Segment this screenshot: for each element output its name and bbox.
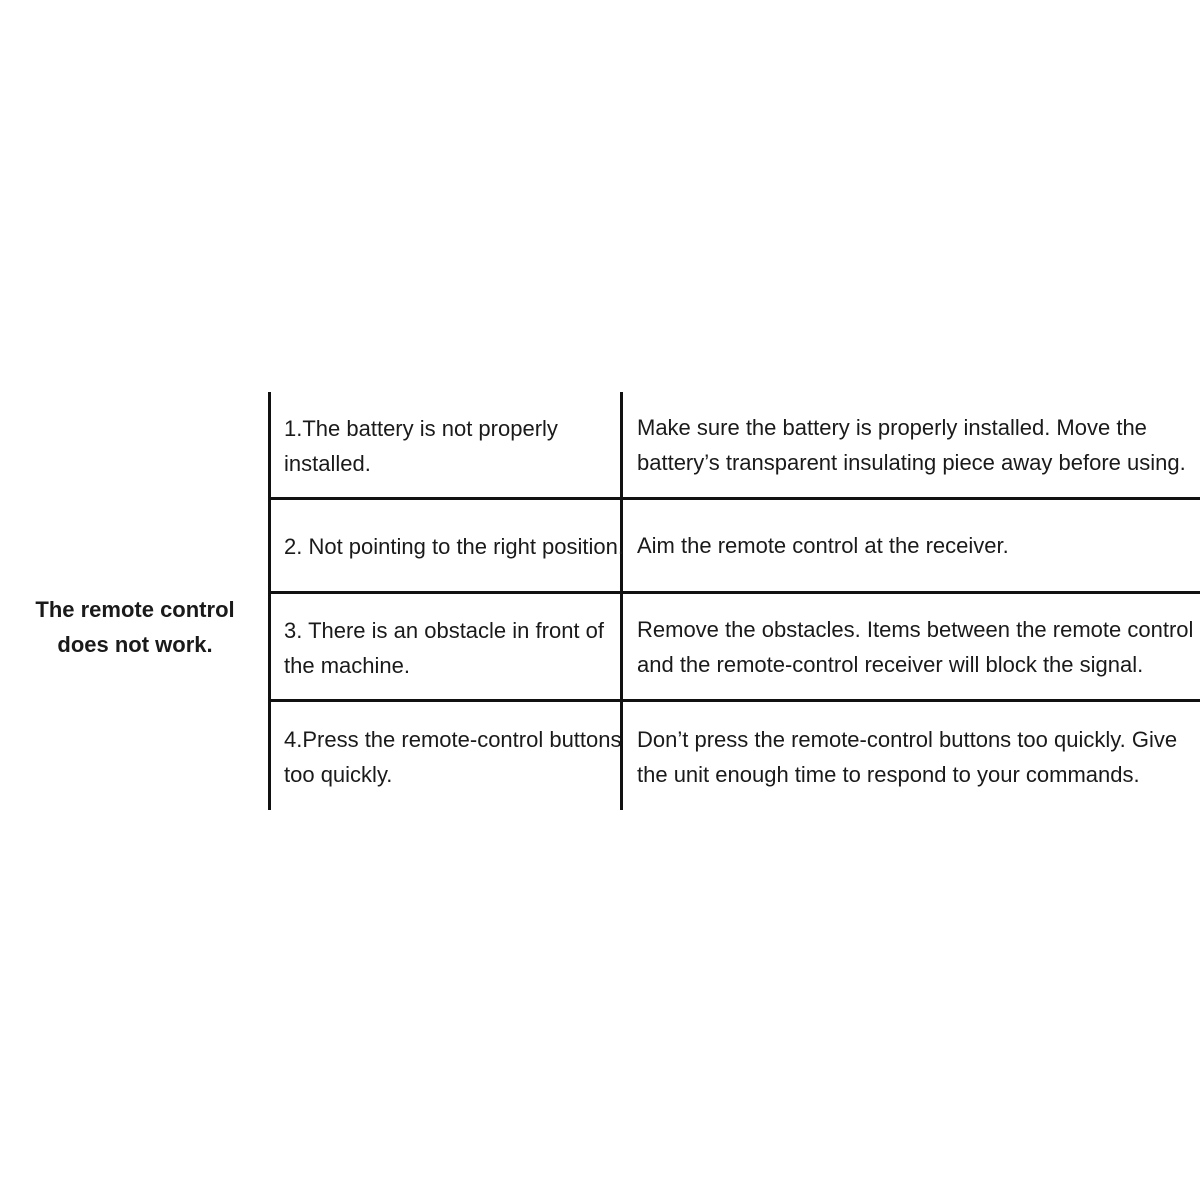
- solution-cell-3: Remove the obstacles. Items between the remote control and the remote-control receiver will block the signal.: [637, 616, 1194, 677]
- table-left-border: [268, 392, 271, 810]
- cause-cell-3: 3. There is an obstacle in front of the machine.: [284, 618, 604, 678]
- solution-cell-1: Make sure the battery is properly installed. Move the battery’s transparent insulating piece away before using.: [637, 414, 1186, 475]
- cause-cell-1: 1.The battery is not properly installed.: [284, 416, 558, 476]
- problem-label: [0, 592, 270, 662]
- troubleshooting-table: [268, 392, 1200, 810]
- problem-line-1: The remote control: [35, 597, 235, 622]
- problem-line-2: does not work.: [57, 632, 213, 657]
- solution-cell-2: Aim the remote control at the receiver.: [637, 533, 1009, 558]
- cause-cell-4: 4.Press the remote-control buttons too quickly.: [284, 727, 622, 787]
- row-divider-3: [271, 699, 1200, 702]
- solution-cell-4: Don’t press the remote-control buttons too quickly. Give the unit enough time to respond to your commands.: [637, 726, 1178, 787]
- cause-cell-2: 2. Not pointing to the right position.: [284, 533, 624, 559]
